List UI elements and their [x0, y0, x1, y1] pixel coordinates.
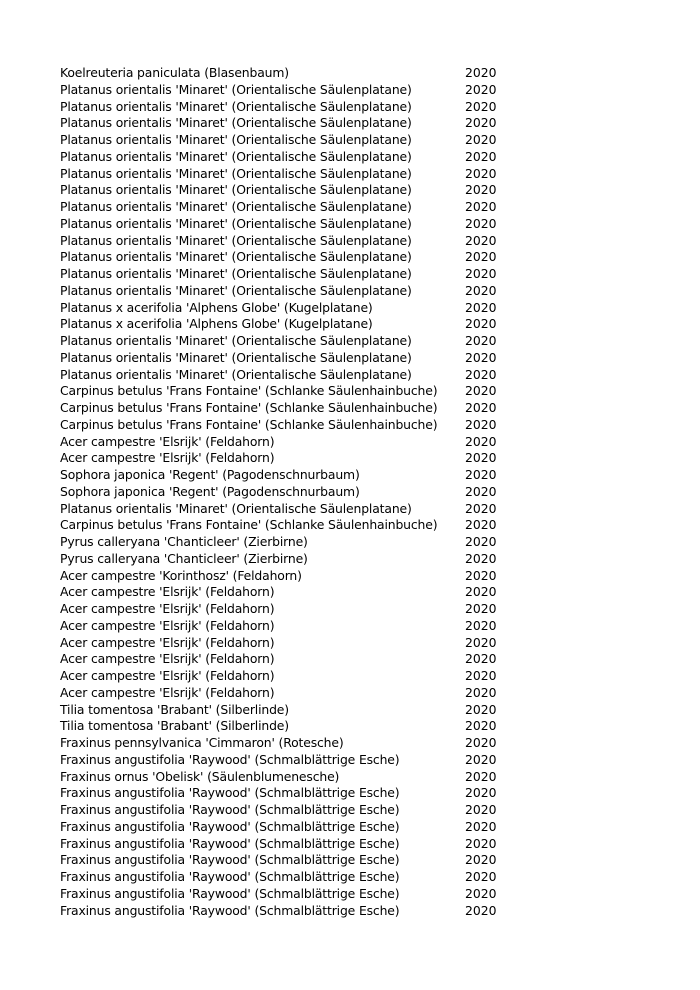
year-cell: 2020 [465, 333, 497, 348]
year-cell: 2020 [465, 517, 497, 533]
table-row [60, 283, 520, 300]
tree-name-cell: Tilia tomentosa 'Brabant' (Silberlinde) [60, 701, 289, 717]
table-row [60, 233, 520, 250]
tree-name-cell: Platanus orientalis 'Minaret' (Orientalische Säulenplatane) [60, 232, 412, 248]
tree-name-cell: Platanus orientalis 'Minaret' (Orientalische Säulenplatane) [60, 366, 412, 382]
table-row [60, 819, 520, 836]
year-cell: 2020 [465, 165, 497, 181]
table-row [60, 400, 520, 417]
tree-name-cell: Platanus x acerifolia 'Alphens Globe' (Kugelplatane) [60, 316, 373, 332]
table-row [60, 752, 520, 769]
table-row [60, 350, 520, 367]
year-cell: 2020 [465, 550, 497, 566]
tree-name-cell: Fraxinus angustifolia 'Raywood' (Schmalblättrige Esche) [60, 751, 400, 767]
year-cell: 2020 [465, 467, 497, 482]
table-row [60, 166, 520, 183]
year-cell: 2020 [465, 785, 497, 801]
year-cell: 2020 [465, 316, 497, 332]
table-row [60, 618, 520, 635]
year-cell: 2020 [465, 869, 497, 884]
table-row [60, 769, 520, 786]
table-row [60, 132, 520, 149]
year-cell: 2020 [465, 299, 497, 315]
table-row [60, 601, 520, 618]
tree-name-cell: Fraxinus angustifolia 'Raywood' (Schmalblättrige Esche) [60, 852, 400, 868]
year-cell: 2020 [465, 802, 497, 817]
year-cell: 2020 [465, 148, 497, 164]
year-cell: 2020 [465, 852, 497, 868]
year-cell: 2020 [465, 450, 497, 466]
year-cell: 2020 [465, 668, 497, 683]
year-cell: 2020 [465, 65, 497, 80]
tree-name-cell: Platanus orientalis 'Minaret' (Orientalische Säulenplatane) [60, 349, 412, 365]
tree-name-cell: Platanus orientalis 'Minaret' (Orientalische Säulenplatane) [60, 266, 412, 281]
tree-name-cell: Platanus x acerifolia 'Alphens Globe' (Kugelplatane) [60, 299, 373, 315]
tree-name-cell: Carpinus betulus 'Frans Fontaine' (Schlanke Säulenhainbuche) [60, 517, 438, 533]
table-row [60, 886, 520, 903]
table-row [60, 501, 520, 518]
table-row [60, 735, 520, 752]
table-row [60, 99, 520, 116]
table-row [60, 484, 520, 501]
year-cell: 2020 [465, 902, 497, 918]
tree-name-cell: Platanus orientalis 'Minaret' (Orientalische Säulenplatane) [60, 98, 412, 114]
tree-name-cell: Platanus orientalis 'Minaret' (Orientalische Säulenplatane) [60, 165, 412, 181]
year-cell: 2020 [465, 500, 497, 516]
table-row [60, 836, 520, 853]
year-cell: 2020 [465, 584, 497, 600]
tree-name-cell: Acer campestre 'Elsrijk' (Feldahorn) [60, 684, 275, 700]
tree-name-cell: Platanus orientalis 'Minaret' (Orientalische Säulenplatane) [60, 199, 412, 214]
tree-name-cell: Platanus orientalis 'Minaret' (Orientalische Säulenplatane) [60, 282, 412, 298]
table-row [60, 115, 520, 132]
year-cell: 2020 [465, 651, 497, 667]
table-row [60, 266, 520, 283]
year-cell: 2020 [465, 383, 497, 399]
tree-name-cell: Acer campestre 'Elsrijk' (Feldahorn) [60, 584, 275, 600]
table-row [60, 182, 520, 199]
tree-name-cell: Fraxinus angustifolia 'Raywood' (Schmalblättrige Esche) [60, 802, 400, 817]
table-row [60, 467, 520, 484]
table-row [60, 852, 520, 869]
table-row [60, 635, 520, 652]
year-cell: 2020 [465, 266, 497, 281]
year-cell: 2020 [465, 115, 497, 131]
year-cell: 2020 [465, 232, 497, 248]
year-cell: 2020 [465, 282, 497, 298]
table-row [60, 651, 520, 668]
year-cell: 2020 [465, 735, 497, 750]
tree-name-cell: Acer campestre 'Elsrijk' (Feldahorn) [60, 634, 275, 650]
tree-name-cell: Platanus orientalis 'Minaret' (Orientalische Säulenplatane) [60, 81, 412, 97]
table-row [60, 367, 520, 384]
year-cell: 2020 [465, 835, 497, 851]
table-row [60, 417, 520, 434]
table-row [60, 903, 520, 920]
table-row [60, 668, 520, 685]
table-row [60, 551, 520, 568]
tree-name-cell: Sophora japonica 'Regent' (Pagodenschnurbaum) [60, 483, 360, 499]
year-cell: 2020 [465, 601, 497, 616]
tree-name-cell: Acer campestre 'Korinthosz' (Feldahorn) [60, 567, 302, 583]
table-row [60, 534, 520, 551]
tree-name-cell: Koelreuteria paniculata (Blasenbaum) [60, 65, 289, 80]
year-cell: 2020 [465, 684, 497, 700]
table-row [60, 216, 520, 233]
tree-name-cell: Platanus orientalis 'Minaret' (Orientalische Säulenplatane) [60, 500, 412, 516]
table-row [60, 785, 520, 802]
year-cell: 2020 [465, 617, 497, 633]
tree-name-cell: Platanus orientalis 'Minaret' (Orientalische Säulenplatane) [60, 182, 412, 198]
tree-name-cell: Tilia tomentosa 'Brabant' (Silberlinde) [60, 718, 289, 734]
tree-name-cell: Acer campestre 'Elsrijk' (Feldahorn) [60, 601, 275, 616]
year-cell: 2020 [465, 885, 497, 901]
tree-name-cell: Sophora japonica 'Regent' (Pagodenschnurbaum) [60, 467, 360, 482]
table-row [60, 702, 520, 719]
year-cell: 2020 [465, 718, 497, 734]
table-row [60, 802, 520, 819]
year-cell: 2020 [465, 366, 497, 382]
year-cell: 2020 [465, 349, 497, 365]
table-row [60, 869, 520, 886]
table-row [60, 383, 520, 400]
tree-name-cell: Acer campestre 'Elsrijk' (Feldahorn) [60, 651, 275, 667]
year-cell: 2020 [465, 416, 497, 432]
tree-name-cell: Platanus orientalis 'Minaret' (Orientalische Säulenplatane) [60, 333, 412, 348]
tree-name-cell: Fraxinus angustifolia 'Raywood' (Schmalblättrige Esche) [60, 869, 400, 884]
tree-name-cell: Fraxinus angustifolia 'Raywood' (Schmalblättrige Esche) [60, 835, 400, 851]
tree-name-cell: Carpinus betulus 'Frans Fontaine' (Schlanke Säulenhainbuche) [60, 400, 438, 415]
tree-name-cell: Fraxinus angustifolia 'Raywood' (Schmalblättrige Esche) [60, 902, 400, 918]
tree-name-cell: Acer campestre 'Elsrijk' (Feldahorn) [60, 450, 275, 466]
table-row [60, 568, 520, 585]
table-row [60, 149, 520, 166]
tree-name-cell: Acer campestre 'Elsrijk' (Feldahorn) [60, 668, 275, 683]
year-cell: 2020 [465, 81, 497, 97]
year-cell: 2020 [465, 751, 497, 767]
tree-list-table [60, 65, 520, 919]
tree-name-cell: Platanus orientalis 'Minaret' (Orientalische Säulenplatane) [60, 132, 412, 147]
table-row [60, 249, 520, 266]
table-row [60, 333, 520, 350]
tree-name-cell: Fraxinus pennsylvanica 'Cimmaron' (Rotesche) [60, 735, 344, 750]
table-row [60, 65, 520, 82]
tree-name-cell: Platanus orientalis 'Minaret' (Orientalische Säulenplatane) [60, 249, 412, 265]
year-cell: 2020 [465, 768, 497, 784]
year-cell: 2020 [465, 567, 497, 583]
year-cell: 2020 [465, 249, 497, 265]
table-row [60, 517, 520, 534]
year-cell: 2020 [465, 400, 497, 415]
table-row [60, 199, 520, 216]
year-cell: 2020 [465, 433, 497, 449]
year-cell: 2020 [465, 199, 497, 214]
year-cell: 2020 [465, 483, 497, 499]
tree-name-cell: Carpinus betulus 'Frans Fontaine' (Schlanke Säulenhainbuche) [60, 416, 438, 432]
table-row [60, 434, 520, 451]
year-cell: 2020 [465, 534, 497, 549]
tree-name-cell: Platanus orientalis 'Minaret' (Orientalische Säulenplatane) [60, 148, 412, 164]
tree-name-cell: Carpinus betulus 'Frans Fontaine' (Schlanke Säulenhainbuche) [60, 383, 438, 399]
tree-name-cell: Fraxinus ornus 'Obelisk' (Säulenblumenesche) [60, 768, 340, 784]
tree-name-cell: Platanus orientalis 'Minaret' (Orientalische Säulenplatane) [60, 215, 412, 231]
year-cell: 2020 [465, 634, 497, 650]
table-row [60, 584, 520, 601]
tree-name-cell: Acer campestre 'Elsrijk' (Feldahorn) [60, 617, 275, 633]
tree-name-cell: Pyrus calleryana 'Chanticleer' (Zierbirne) [60, 534, 308, 549]
year-cell: 2020 [465, 98, 497, 114]
table-row [60, 82, 520, 99]
tree-name-cell: Fraxinus angustifolia 'Raywood' (Schmalblättrige Esche) [60, 818, 400, 834]
table-row [60, 685, 520, 702]
year-cell: 2020 [465, 701, 497, 717]
tree-name-cell: Acer campestre 'Elsrijk' (Feldahorn) [60, 433, 275, 449]
year-cell: 2020 [465, 132, 497, 147]
tree-name-cell: Pyrus calleryana 'Chanticleer' (Zierbirne) [60, 550, 308, 566]
tree-name-cell: Fraxinus angustifolia 'Raywood' (Schmalblättrige Esche) [60, 885, 400, 901]
tree-name-cell: Fraxinus angustifolia 'Raywood' (Schmalblättrige Esche) [60, 785, 400, 801]
year-cell: 2020 [465, 182, 497, 198]
table-row [60, 300, 520, 317]
year-cell: 2020 [465, 818, 497, 834]
table-row [60, 316, 520, 333]
tree-name-cell: Platanus orientalis 'Minaret' (Orientalische Säulenplatane) [60, 115, 412, 131]
table-row [60, 718, 520, 735]
year-cell: 2020 [465, 215, 497, 231]
table-row [60, 450, 520, 467]
